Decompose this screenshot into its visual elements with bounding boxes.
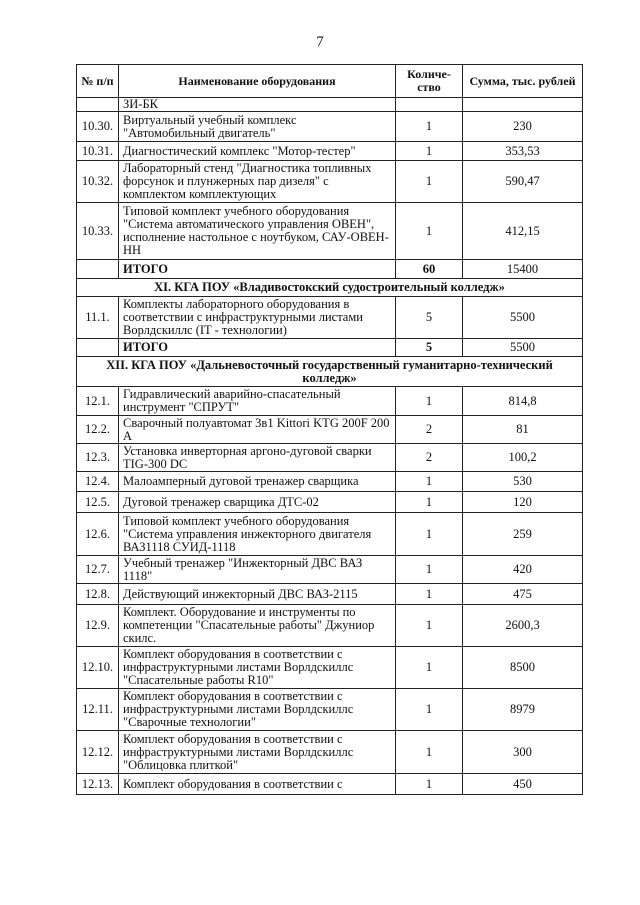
table-row bbox=[77, 605, 583, 647]
amount: 530 bbox=[463, 472, 583, 492]
amount: 814,8 bbox=[463, 387, 583, 416]
table-body bbox=[77, 98, 583, 795]
amount: 590,47 bbox=[463, 161, 583, 203]
equipment-name: Типовой комплект учебного оборудования "Система автоматического управления ОВЕН", исполнение настольное с ноутбуком, САУ-ОВЕН-НН bbox=[119, 203, 396, 260]
row-number: 12.6. bbox=[77, 513, 119, 556]
row-number: 10.33. bbox=[77, 203, 119, 260]
quantity: 1 bbox=[396, 203, 463, 260]
row-number: 10.31. bbox=[77, 142, 119, 161]
row-number: 12.13. bbox=[77, 774, 119, 795]
equipment-name: Учебный тренажер "Инжекторный ДВС ВАЗ 1118" bbox=[119, 556, 396, 584]
row-number: 12.8. bbox=[77, 584, 119, 605]
amount bbox=[463, 98, 583, 112]
row-number: 12.10. bbox=[77, 647, 119, 689]
equipment-name: ИТОГО bbox=[119, 260, 396, 279]
row-number: 12.7. bbox=[77, 556, 119, 584]
table-row bbox=[77, 774, 583, 795]
quantity: 1 bbox=[396, 731, 463, 774]
equipment-name: Дуговой тренажер сварщика ДТС-02 bbox=[119, 492, 396, 513]
equipment-name: Гидравлический аварийно-спасательный инструмент "СПРУТ" bbox=[119, 387, 396, 416]
amount: 120 bbox=[463, 492, 583, 513]
equipment-name: Типовой комплект учебного оборудования "Система управления инжекторного двигателя ВАЗ1118 СУИД-1118 bbox=[119, 513, 396, 556]
amount: 15400 bbox=[463, 260, 583, 279]
page-number: 7 bbox=[316, 34, 324, 50]
quantity: 60 bbox=[396, 260, 463, 279]
row-number: 12.4. bbox=[77, 472, 119, 492]
quantity: 1 bbox=[396, 112, 463, 142]
quantity: 1 bbox=[396, 584, 463, 605]
amount: 300 bbox=[463, 731, 583, 774]
table-row bbox=[77, 416, 583, 444]
header-name: Наименование оборудования bbox=[119, 65, 396, 98]
equipment-name: Комплект оборудования в соответствии с инфраструктурными листами Ворлдскиллс "Спасательные работы R10" bbox=[119, 647, 396, 689]
row-number: 11.1. bbox=[77, 297, 119, 339]
table-row bbox=[77, 112, 583, 142]
table-row bbox=[77, 492, 583, 513]
section-row bbox=[77, 279, 583, 297]
total-row bbox=[77, 260, 583, 279]
row-number bbox=[77, 339, 119, 357]
amount: 100,2 bbox=[463, 444, 583, 472]
table-row bbox=[77, 297, 583, 339]
quantity: 1 bbox=[396, 689, 463, 731]
equipment-name: Комплект оборудования в соответствии с инфраструктурными листами Ворлдскиллс "Облицовка плиткой" bbox=[119, 731, 396, 774]
quantity: 1 bbox=[396, 161, 463, 203]
equipment-name: ЗИ-БК bbox=[119, 98, 396, 112]
amount: 81 bbox=[463, 416, 583, 444]
amount: 450 bbox=[463, 774, 583, 795]
amount: 420 bbox=[463, 556, 583, 584]
section-title: XI. КГА ПОУ «Владивостокский судостроительный колледж» bbox=[77, 279, 583, 297]
table-row bbox=[77, 647, 583, 689]
equipment-name: Сварочный полуавтомат 3в1 Kittori KTG 200F 200 A bbox=[119, 416, 396, 444]
row-number: 12.12. bbox=[77, 731, 119, 774]
row-number: 12.3. bbox=[77, 444, 119, 472]
equipment-name: Малоамперный дуговой тренажер сварщика bbox=[119, 472, 396, 492]
amount: 412,15 bbox=[463, 203, 583, 260]
table-row bbox=[77, 731, 583, 774]
table-header-row bbox=[77, 65, 583, 98]
equipment-name: Диагностический комплекс "Мотор-тестер" bbox=[119, 142, 396, 161]
section-title: XII. КГА ПОУ «Дальневосточный государственный гуманитарно-технический колледж» bbox=[77, 357, 583, 387]
amount: 8500 bbox=[463, 647, 583, 689]
amount: 2600,3 bbox=[463, 605, 583, 647]
quantity: 1 bbox=[396, 387, 463, 416]
row-number: 10.32. bbox=[77, 161, 119, 203]
quantity bbox=[396, 98, 463, 112]
header-num: № п/п bbox=[77, 65, 119, 98]
section-row bbox=[77, 357, 583, 387]
table-row bbox=[77, 556, 583, 584]
quantity: 1 bbox=[396, 513, 463, 556]
equipment-name: Лабораторный стенд "Диагностика топливных форсунок и плунжерных пар дизеля" с комплектом комплектующих bbox=[119, 161, 396, 203]
quantity: 1 bbox=[396, 492, 463, 513]
quantity: 5 bbox=[396, 339, 463, 357]
equipment-name: Виртуальный учебный комплекс "Автомобильный двигатель" bbox=[119, 112, 396, 142]
table-row bbox=[77, 472, 583, 492]
table-row bbox=[77, 161, 583, 203]
equipment-name: Установка инверторная аргоно-дуговой сварки TIG-300 DC bbox=[119, 444, 396, 472]
quantity: 1 bbox=[396, 605, 463, 647]
header-sum: Сумма, тыс. рублей bbox=[463, 65, 583, 98]
quantity: 1 bbox=[396, 556, 463, 584]
amount: 5500 bbox=[463, 297, 583, 339]
table-row bbox=[77, 689, 583, 731]
amount: 475 bbox=[463, 584, 583, 605]
row-number: 12.1. bbox=[77, 387, 119, 416]
row-number bbox=[77, 260, 119, 279]
equipment-name: Комплект. Оборудование и инструменты по компетенции "Спасательные работы" Джуниор скилс. bbox=[119, 605, 396, 647]
table-row bbox=[77, 142, 583, 161]
quantity: 2 bbox=[396, 416, 463, 444]
quantity: 5 bbox=[396, 297, 463, 339]
row-number: 12.5. bbox=[77, 492, 119, 513]
equipment-name: Комплекты лабораторного оборудования в соответствии с инфраструктурными листами Ворлдскиллс (IT - технологии) bbox=[119, 297, 396, 339]
row-number: 10.30. bbox=[77, 112, 119, 142]
quantity: 1 bbox=[396, 142, 463, 161]
quantity: 1 bbox=[396, 647, 463, 689]
total-row bbox=[77, 339, 583, 357]
equipment-name: Комплект оборудования в соответствии с инфраструктурными листами Ворлдскиллс "Сварочные технологии" bbox=[119, 689, 396, 731]
amount: 8979 bbox=[463, 689, 583, 731]
row-number: 12.2. bbox=[77, 416, 119, 444]
header-qty: Количе-ство bbox=[396, 65, 463, 98]
quantity: 1 bbox=[396, 472, 463, 492]
table-row bbox=[77, 387, 583, 416]
amount: 259 bbox=[463, 513, 583, 556]
row-number: 12.11. bbox=[77, 689, 119, 731]
equipment-name: Комплект оборудования в соответствии с bbox=[119, 774, 396, 795]
quantity: 1 bbox=[396, 774, 463, 795]
table-row bbox=[77, 444, 583, 472]
equipment-name: ИТОГО bbox=[119, 339, 396, 357]
table-row bbox=[77, 203, 583, 260]
row-number: 12.9. bbox=[77, 605, 119, 647]
table-row bbox=[77, 584, 583, 605]
amount: 5500 bbox=[463, 339, 583, 357]
row-number bbox=[77, 98, 119, 112]
table-row bbox=[77, 98, 583, 112]
equipment-name: Действующий инжекторный ДВС ВАЗ-2115 bbox=[119, 584, 396, 605]
table-row bbox=[77, 513, 583, 556]
amount: 353,53 bbox=[463, 142, 583, 161]
equipment-table bbox=[76, 64, 583, 795]
quantity: 2 bbox=[396, 444, 463, 472]
amount: 230 bbox=[463, 112, 583, 142]
